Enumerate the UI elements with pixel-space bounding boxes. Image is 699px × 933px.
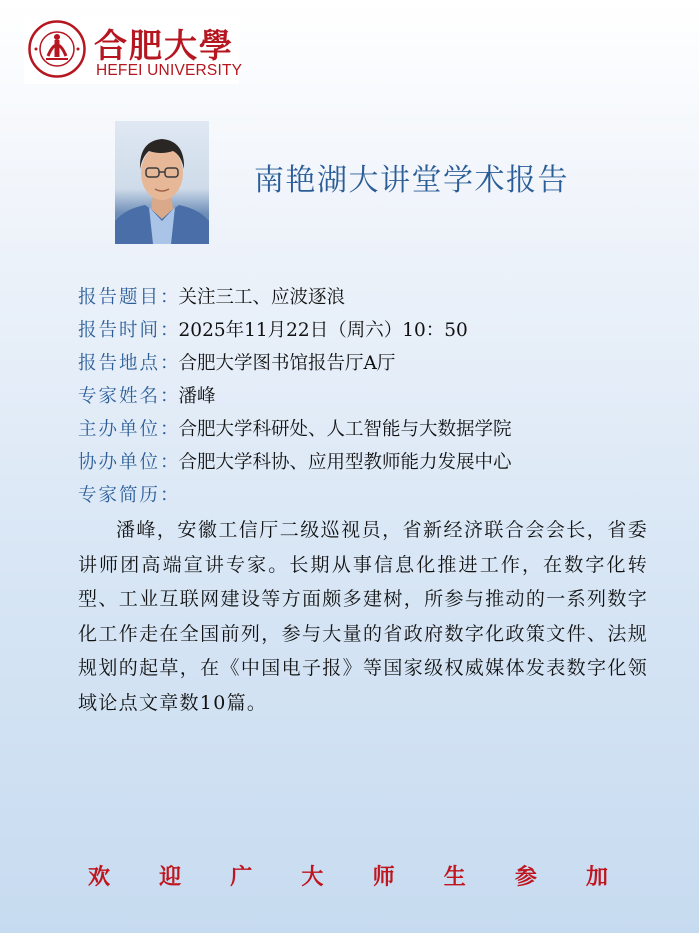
info-label: 报告题目: [78, 287, 161, 308]
info-colon: ：: [160, 386, 179, 407]
university-logo: [24, 16, 243, 84]
info-label: 专家简历: [78, 485, 161, 506]
info-value-location: 合肥大学图书馆报告厅A厅: [178, 353, 396, 374]
info-colon: ：: [160, 320, 179, 341]
info-row-co-host: [78, 448, 512, 478]
welcome-char: 生: [443, 864, 466, 890]
info-row-bio-heading: [78, 481, 179, 511]
info-value-speaker: 潘峰: [178, 386, 216, 407]
welcome-char: 大: [301, 864, 324, 890]
info-colon: ：: [160, 419, 179, 440]
logo-chinese-name: 合肥大學: [94, 26, 234, 65]
info-value-topic: 关注三工、应波逐浪: [178, 287, 346, 308]
welcome-banner: [88, 860, 608, 891]
welcome-char: 师: [372, 864, 395, 890]
info-row-location: [78, 349, 395, 379]
info-value-time: 2025年11月22日（周六）10：50: [178, 320, 468, 341]
page-title: 南艳湖大讲堂学术报告: [254, 163, 569, 198]
welcome-char: 加: [585, 864, 608, 890]
info-label: 主办单位: [78, 419, 161, 440]
info-label: 协办单位: [78, 452, 161, 473]
info-row-topic: [78, 283, 345, 313]
welcome-char: 参: [514, 864, 537, 890]
speaker-bio: 潘峰，安徽工信厅二级巡视员，省新经济联合会会长，省委讲师团高端宣讲专家。长期从事信息化推进工作，在数字化转型、工业互联网建设等方面颇多建树，所参与推动的一系列数字化工作走在全国前列，参与大量的省政府数字化政策文件、法规规划的起草，在《中国电子报》等国家级权威媒体发表数字化领域论点文章数10篇。: [78, 519, 648, 714]
info-label: 报告地点: [78, 353, 161, 374]
info-colon: ：: [160, 452, 179, 473]
welcome-char: 广: [230, 864, 253, 890]
logo-english-name: HEFEI UNIVERSITY: [96, 62, 243, 79]
speaker-portrait-image: [115, 121, 209, 244]
info-row-speaker: [78, 382, 216, 412]
info-label: 专家姓名: [78, 386, 161, 407]
info-value-host: 合肥大学科研处、人工智能与大数据学院: [178, 419, 512, 440]
info-colon: ：: [160, 353, 179, 374]
welcome-char: 迎: [159, 864, 182, 890]
speaker-photo: [115, 121, 209, 244]
welcome-char: 欢: [88, 864, 111, 890]
info-label: 报告时间: [78, 320, 161, 341]
info-value-co-host: 合肥大学科协、应用型教师能力发展中心: [178, 452, 512, 473]
info-colon: ：: [160, 485, 179, 506]
info-row-time: [78, 316, 468, 346]
info-colon: ：: [160, 287, 179, 308]
info-row-host: [78, 415, 512, 445]
university-seal-icon: [28, 20, 86, 78]
